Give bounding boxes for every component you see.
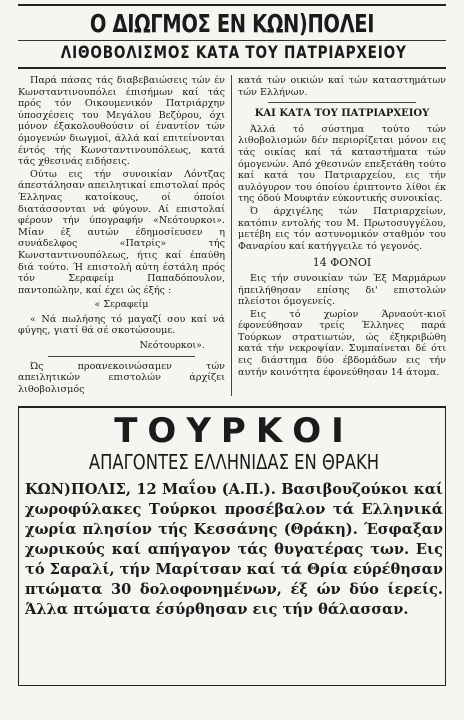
- left-paragraph-2: Ούτω εις τήν συνοικίαν Λόντζας άπεστάλησαν απειλητικαί επιστολαί πρός Έλληνας κατοίκους, οί όποίοι διατάσσονται νά φύγουν. Αί επιστολαί φέρουν τήν ύπογραφήν «Νεότουρκοι». Μίαν έξ αυτών έδημοσίευσεν η συνάδελφος «Πατρίς» τής Κωνσταντινουπόλεως, ήτις καί έπαύθη διά τούτο. Ή επιστολή αύτη έστάλη πρός τόν Σεραφείμ Παπαδόπουλον, παντοπώλην, καί έχει ώς έξής :: [18, 168, 225, 296]
- article2-subheadline: ΑΠΑΓΟΝΤΕΣ ΕΛΛΗΝΙΔΑΣ ΕΝ ΘΡΑΚΗ: [88, 450, 380, 475]
- section-title-patriarchate: ΚΑΙ ΚΑΤΑ ΤΟΥ ΠΑΤΡΙΑΡΧΕΙΟΥ: [254, 108, 430, 120]
- right-paragraph-5: Εις τό χωρίον Άρναούτ-κιοϊ έφονεύθησαν τρείς Έλληνες παρά Τούρκων στρατιωτών, ώς έξηκριβώθη κατά τήν νεκροψίαν. Συμπαίνεται δέ ότι εις διάστημα δύο έβδομάδων εις τήν αυτήν κοινότητα έφονεύθησαν 14 άτομα.: [238, 308, 446, 378]
- section-divider-1: [268, 102, 416, 103]
- article1-headline: Ο ΔΙΩΓΜΟΣ ΕΝ ΚΩΝ)ΠΟΛΕΙ: [89, 9, 375, 38]
- article1-subheadline: ΛΙΘΟΒΟΛΙΣΜΟΣ ΚΑΤΑ ΤΟΥ ΠΑΤΡΙΑΡΧΕΙΟΥ: [60, 43, 407, 63]
- article1-left-column: [18, 75, 232, 396]
- letter-body: « Νά πωλήσης τό μαγαζί σου καί νά φύγης, γιατί θά σέ σκοτώσουμε.: [18, 313, 225, 337]
- article1-columns: [18, 75, 446, 396]
- subheadline-rule: [18, 67, 446, 69]
- column-divider: [48, 356, 195, 357]
- right-paragraph-1: κατά τών οικιών καί τών καταστημάτων τών Ελλήνων.: [238, 75, 446, 98]
- letter-addressee: « Σεραφείμ: [94, 299, 149, 311]
- right-paragraph-2: Άλλά τό σύστημα τούτο τών λιθοβολισμών δέν περιορίζεται μόνον εις τάς οικίας καί τά καταστήματα τών όμογενών. Από χθεσινών επεξετάθη τούτο καί κατά του Πατριαρχείου, εις τήν αυλόγυρον του όποίου έριπτοντο λίθοι έκ της όδού Μουφτάν εύκοντικής συνοικίας.: [238, 123, 446, 205]
- article2-body: [25, 480, 443, 620]
- right-paragraph-3: Ό άρχιγέλης τών Πατριαρχείων, κατόπιν εντολής του Μ. Πρωτοσυγγέλου, μετέβη εις τόν αστυνομικόν σταθμόν του Φαναρίου καί κατήγγειλε τό γεγονός.: [238, 205, 446, 252]
- article2-box: [18, 406, 446, 686]
- top-rule: [18, 4, 446, 6]
- article2-paragraph: ΚΩΝ)ΠΟΛΙΣ, 12 Μαΐου (Α.Π.). Βασιβουζούκοι καί χωροφύλακες Τούρκοι προσέβαλον τά Ελληνικά χωρία πλησίον τής Κεσσάνης (Θράκη). Έσφαξαν χωρικούς καί απήγαγον τάς θυγατέρας των. Εις τό Σαραλί, τήν Μαρίτσαν καί τά Θρία εύρέθησαν πτώματα 30 δολοφονημένων, έξ ών δύο ίερείς. Άλλα πτώματα έσύρθησαν εις τήν θάλασσαν.: [25, 481, 443, 619]
- article1-right-column: [232, 75, 446, 396]
- left-paragraph-4: Ώς προανεκοινώσαμεν τών απειλητικών επιστολών άρχίζει λιθοβολισμός: [18, 360, 225, 395]
- letter-signature: Νεότουρκοι».: [139, 340, 205, 352]
- left-paragraph-1: Παρά πάσας τάς διαβεβαιώσεις τών έν Κωνσταντινουπόλει έπισήμων καί τάς πρός τόν Οικουμενικόν Πατριάρχην ύποσχέσεις του Μεγάλου Βεζύρου, όχι μόνον έξακολουθούσιν οί έναντίον τών όμογενών διωγμοί, άλλά καί επιτείνονται έντός τής Κωνσταντινουπόλεως, κατά τάς χθεσινάς ειδήσεις.: [18, 75, 225, 168]
- article2-headline: ΤΟΥΡΚΟΙ: [114, 411, 354, 452]
- section-title-murders: 14 ΦΟΝΟΙ: [312, 256, 372, 270]
- headline-rule: [18, 40, 446, 41]
- right-paragraph-4: Εις τήν συνοικίαν τών Έξ Μαρμάρων ήπειλήθησαν επίσης δι' επιστολών πλείστοι όμογενείς.: [238, 272, 446, 308]
